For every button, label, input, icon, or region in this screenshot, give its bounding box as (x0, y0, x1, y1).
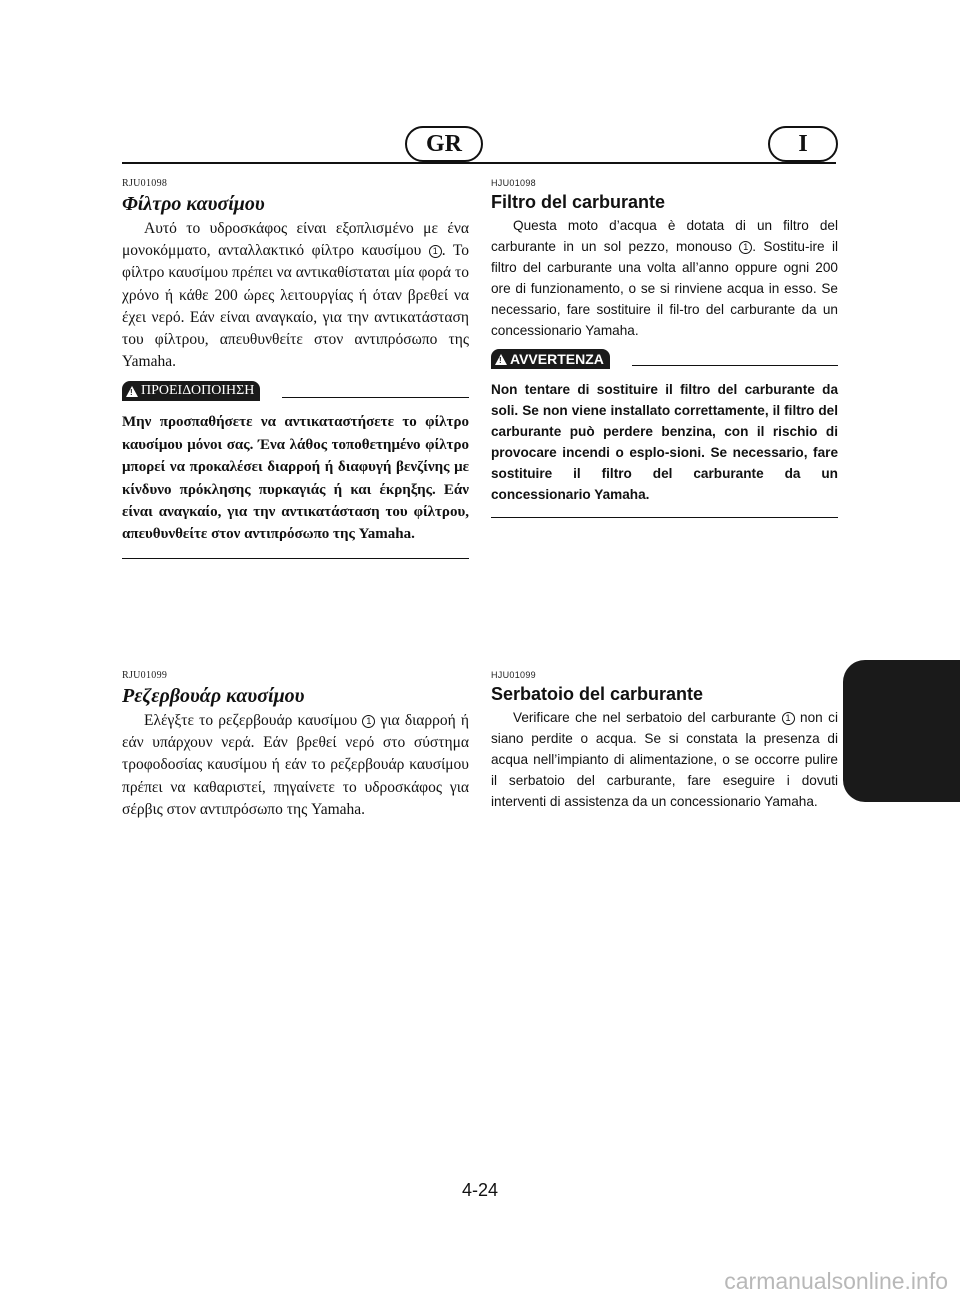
watermark: carmanualsonline.info (724, 1268, 948, 1294)
header-rule (122, 162, 836, 164)
warning-header (122, 381, 469, 401)
warning-label: AVVERTENZA (510, 351, 604, 367)
section-code: HJU01099 (491, 670, 536, 680)
greek-section-fuel-filter (122, 178, 469, 559)
warning-triangle-icon: ! (495, 354, 507, 365)
section-body: Questa moto d’acqua è dotata di un filtro del carburante in un sol pezzo, monouso 1 . Sostitu-ire il filtro del carburante una volta all’anno oppure ogni 200 ore di funzionamento, o se si rinviene acqua in esso. Se necessario, fare sostituire il fil-tro del carburante da un concessionario Yamaha. (491, 218, 839, 338)
italian-section-fuel-filter (491, 178, 838, 518)
chapter-thumb-tab (843, 660, 960, 802)
warning-rule (282, 397, 469, 398)
reference-marker: 1 (782, 712, 795, 725)
section-body: Verificare che nel serbatoio del carburante 1 non ci siano perdite o acqua. Se si constata la presenza di acqua nell’impianto di alimentazione, o se occorre pulire il serbatoio del carburante, fare eseguire i dovuti interventi di assistenza da un concessionario Yamaha. (491, 710, 838, 809)
greek-section-fuel-tank (122, 670, 469, 821)
section-title: Φίλτρο καυσίμου (122, 193, 265, 215)
warning-text: Μην προσπαθήσετε να αντικαταστήσετε το φίλτρο καυσίμου μόνοι σας. Ένα λάθος τοποθετημένο φίλτρο μπορεί να προκαλέσει διαρροή ή διαφυγή βενζίνης με κίνδυνο πρόκλησης πυρκαγιάς ή και έκρηξης. Εάν είναι αναγκαίο, για την αντικατάσταση του φίλτρου, απευθυνθείτε στον αντιπρόσωπο της Yamaha. (122, 414, 469, 543)
warning-end-rule (122, 558, 469, 559)
page-number: 4-24 (461, 1180, 499, 1200)
section-body: Αυτό το υδροσκάφος είναι εξοπλισμένο με ένα μονοκόμματο, ανταλλακτικό φίλτρο καυσίμου 1 . Το φίλτρο καυσίμου πρέπει να αντικαθίσταται μία φορά το χρόνο ή κάθε 200 ώρες λειτουργίας ή όταν βρεθεί να έχει νερό. Εάν είναι αναγκαίο, για την αντικατάσταση του φίλτρου, απευθυνθείτε στον αντιπρόσωπο της Yamaha. (122, 220, 469, 371)
section-title: Ρεζερβουάρ καυσίμου (122, 685, 305, 707)
italian-section-fuel-tank (491, 670, 838, 812)
warning-badge (122, 381, 260, 401)
section-code: HJU01098 (491, 178, 536, 188)
warning-label: ΠΡΟΕΙΔΟΠΟΙΗΣΗ (141, 383, 255, 399)
language-tab-italian: I (768, 126, 838, 162)
reference-marker: 1 (362, 715, 375, 728)
section-code: RJU01099 (122, 670, 168, 681)
reference-marker: 1 (429, 245, 442, 258)
section-body: Ελέγξτε το ρεζερβουάρ καυσίμου 1 για διαρροή ή εάν υπάρχουν νερά. Εάν βρεθεί νερό στο σύστημα τροφοδοσίας καυσίμου ή εάν το ρεζερβουάρ καυσίμου πρέπει να καθαριστεί, πηγαίνετε το υδροσκάφος για σέρβις στον αντιπρόσωπο της Yamaha. (122, 712, 469, 818)
warning-end-rule (491, 517, 838, 518)
language-tab-greek: GR (405, 126, 483, 162)
warning-triangle-icon: ! (126, 386, 138, 397)
section-title: Serbatoio del carburante (491, 684, 704, 704)
warning-rule (632, 365, 838, 366)
section-title: Filtro del carburante (491, 192, 666, 212)
warning-text: Non tentare di sostituire il filtro del carburante da soli. Se non viene installato correttamente, il filtro del carburante può perdere benzina, con il rischio di provocare incendi o esplo-sioni. Se necessario, fare sostituire il filtro del carburante da un concessionario Yamaha. (491, 382, 838, 502)
reference-marker: 1 (739, 241, 752, 254)
warning-header (491, 349, 838, 369)
warning-badge (491, 349, 610, 369)
section-code: RJU01098 (122, 178, 168, 189)
